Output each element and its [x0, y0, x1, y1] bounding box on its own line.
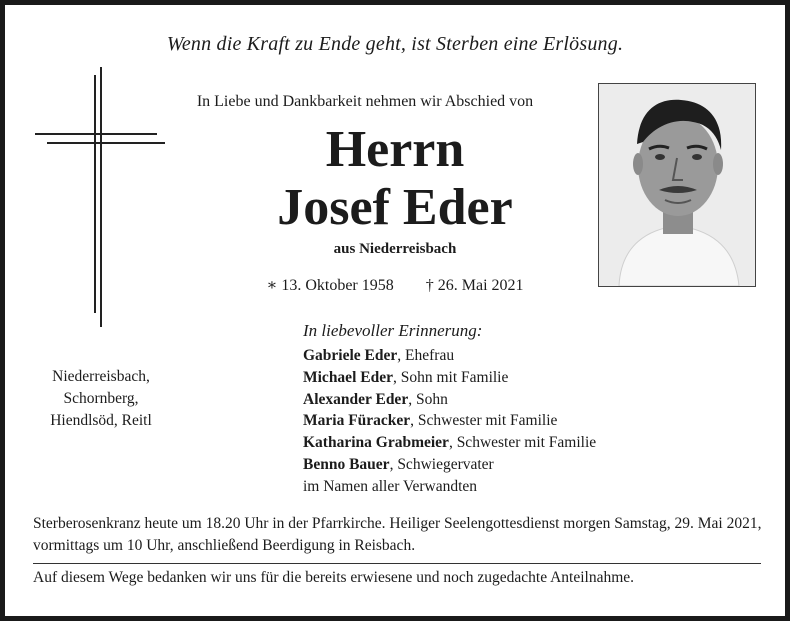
mourner-row	[303, 454, 596, 476]
cross-vertical-bar	[100, 67, 102, 327]
deceased-name: Josef Eder	[277, 179, 513, 236]
mourner-relation: , Sohn	[408, 390, 448, 408]
mourner-row	[303, 389, 596, 411]
mourner-row	[303, 432, 596, 454]
mourner-row	[303, 345, 596, 367]
mourner-name: Maria Füracker	[303, 412, 411, 430]
place-line: Hiendlsöd, Reitl	[50, 411, 152, 429]
motto: Wenn die Kraft zu Ende geht, ist Sterben eine Erlösung.	[166, 33, 624, 55]
mourner-relation: , Sohn mit Familie	[392, 368, 509, 386]
place-line: Niederreisbach,	[52, 368, 150, 385]
portrait-illustration	[599, 84, 755, 286]
cross-horizontal-bar	[35, 133, 157, 135]
place-line: Schornberg,	[63, 389, 139, 407]
mourner-relation: , Schwiegervater	[389, 455, 494, 473]
cross-vertical-bar-inner	[94, 75, 96, 313]
mourner-name: Michael Eder	[303, 368, 393, 386]
mourner-name: Benno Bauer	[303, 455, 390, 473]
mourners-closing: im Namen aller Verwandten	[303, 477, 478, 495]
salutation: Herrn	[325, 121, 465, 178]
origin: aus Niederreisbach	[333, 241, 457, 257]
memory-heading: In liebevoller Erinnerung:	[303, 321, 483, 340]
mourner-name: Alexander Eder	[303, 390, 409, 408]
mourner-name: Gabriele Eder	[303, 347, 398, 364]
mourner-relation: , Ehefrau	[397, 347, 455, 364]
mourner-relation: , Schwester mit Familie	[410, 412, 558, 430]
mourner-relation: , Schwester mit Familie	[448, 434, 597, 452]
portrait-photo	[598, 83, 756, 287]
cross-horizontal-bar-lower	[47, 142, 165, 144]
life-dates	[205, 275, 585, 295]
divider	[33, 563, 761, 564]
mourners-list	[303, 345, 596, 498]
mourner-row	[303, 367, 596, 389]
places-list	[31, 366, 171, 431]
cross-icon	[5, 5, 175, 335]
thanks-note: Auf diesem Wege bedanken wir uns für die bereits erwiesene und noch zugedachte Anteilnahme.	[33, 569, 635, 586]
mourner-row	[303, 410, 596, 432]
death-date: † 26. Mai 2021	[425, 277, 524, 294]
service-announcement: Sterberosenkranz heute um 18.20 Uhr in der Pfarrkirche. Heiliger Seelengottesdienst morgen Samstag, 29. Mai 2021, vormittags um 10 Uhr, anschließend Beerdigung in Reisbach.	[33, 515, 762, 554]
birth-date: ∗ 13. Oktober 1958	[266, 277, 394, 294]
intro-text: In Liebe und Dankbarkeit nehmen wir Abschied von	[196, 93, 534, 110]
mourner-name: Katharina Grabmeier	[303, 434, 449, 452]
